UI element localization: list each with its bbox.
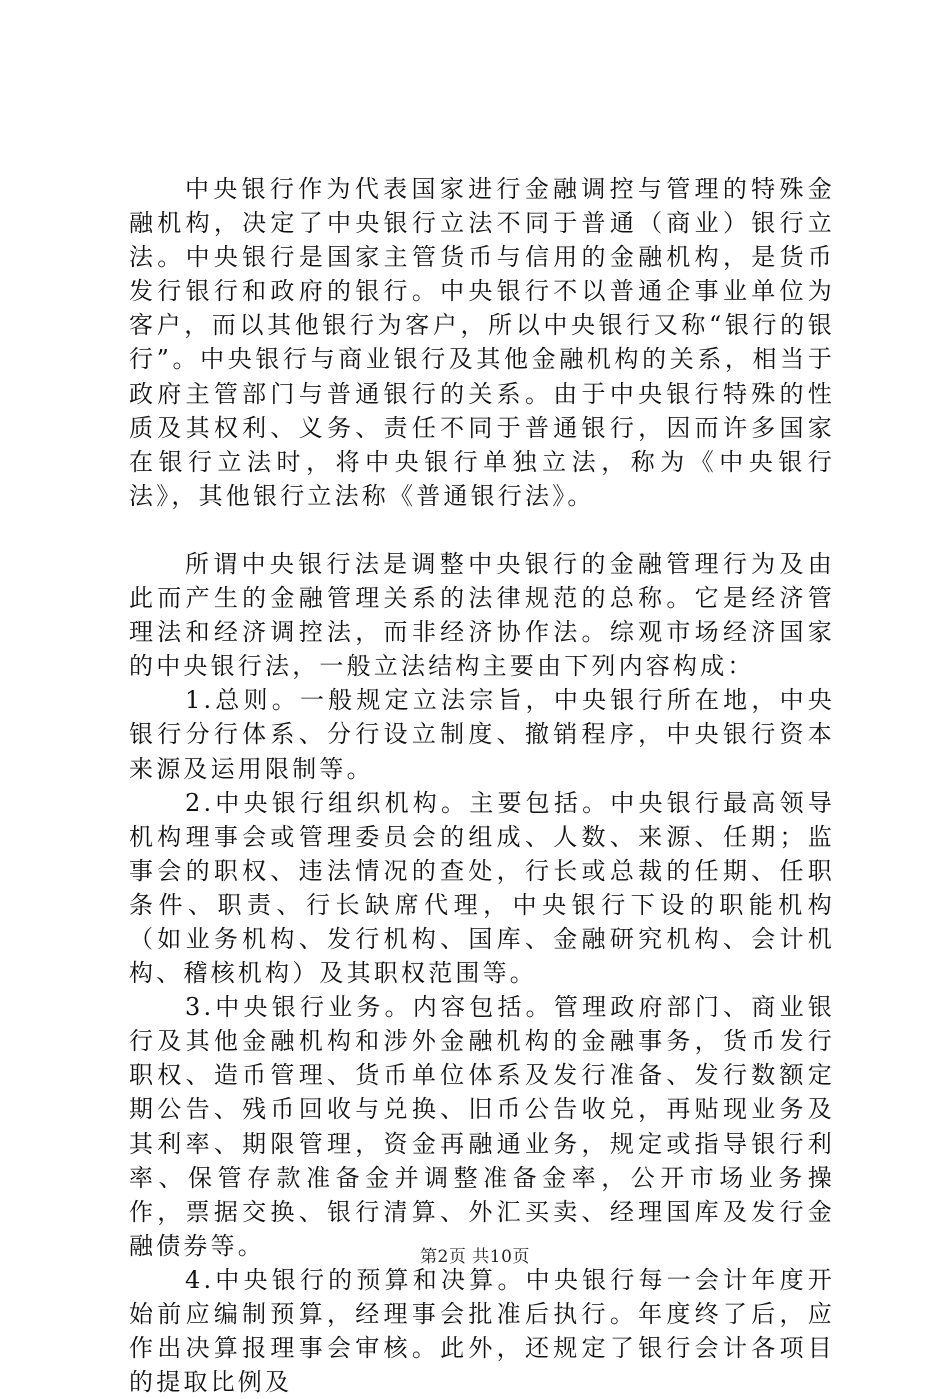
list-item-business: 3.中央银行业务。内容包括。管理政府部门、商业银行及其他金融机构和涉外金融机构的金融事务，货币发行职权、造币管理、货币单位体系及发行准备、发行数额定期公告、残币回收与兑换、旧币公告收兑，再贴现业务及其利率、期限管理，资金再融通业务，规定或指导银行利率、保管存款准备金并调整准备金率，公开市场业务操作，票据交换、银行清算、外汇买卖、经理国库及发行金融债券等。 (129, 993, 835, 1260)
paragraph-definition: 所谓中央银行法是调整中央银行的金融管理行为及由此而产生的金融管理关系的法律规范的总称。它是经济管理法和经济调控法，而非经济协作法。综观市场经济国家的中央银行法，一般立法结构主要由下列内容构成： (129, 549, 835, 681)
list-item-budget: 4.中央银行的预算和决算。中央银行每一会计年度开始前应编制预算，经理事会批准后执行。年度终了后，应作出决算报理事会审核。此外，还规定了银行会计各项目的提取比例及 (129, 1265, 835, 1397)
paragraph-intro: 中央银行作为代表国家进行金融调控与管理的特殊金融机构，决定了中央银行立法不同于普通（商业）银行立法。中央银行是国家主管货币与信用的金融机构，是货币发行银行和政府的银行。中央银行不以普通企事业单位为客户，而以其他银行为客户，所以中央银行又称“银行的银行”。中央银行与商业银行及其他金融机构的关系，相当于政府主管部门与普通银行的关系。由于中央银行特殊的性质及其权利、义务、责任不同于普通银行，因而许多国家在银行立法时，将中央银行单独立法，称为《中央银行法》，其他银行立法称《普通银行法》。 (129, 175, 835, 510)
list-item-general-provisions: 1.总则。一般规定立法宗旨，中央银行所在地，中央银行分行体系、分行设立制度、撤销程序，中央银行资本来源及运用限制等。 (129, 686, 835, 783)
page-number-footer: 第2页 共10页 (420, 1247, 530, 1267)
paragraph-spacer (129, 513, 835, 547)
list-item-organization: 2.中央银行组织机构。主要包括。中央银行最高领导机构理事会或管理委员会的组成、人数、来源、任期；监事会的职权、违法情况的查处，行长或总裁的任期、任职条件、职责、行长缺席代理，中央银行下设的职能机构（如业务机构、发行机构、国库、金融研究机构、会计机构、稽核机构）及其职权范围等。 (129, 788, 835, 988)
document-body (129, 172, 835, 1399)
